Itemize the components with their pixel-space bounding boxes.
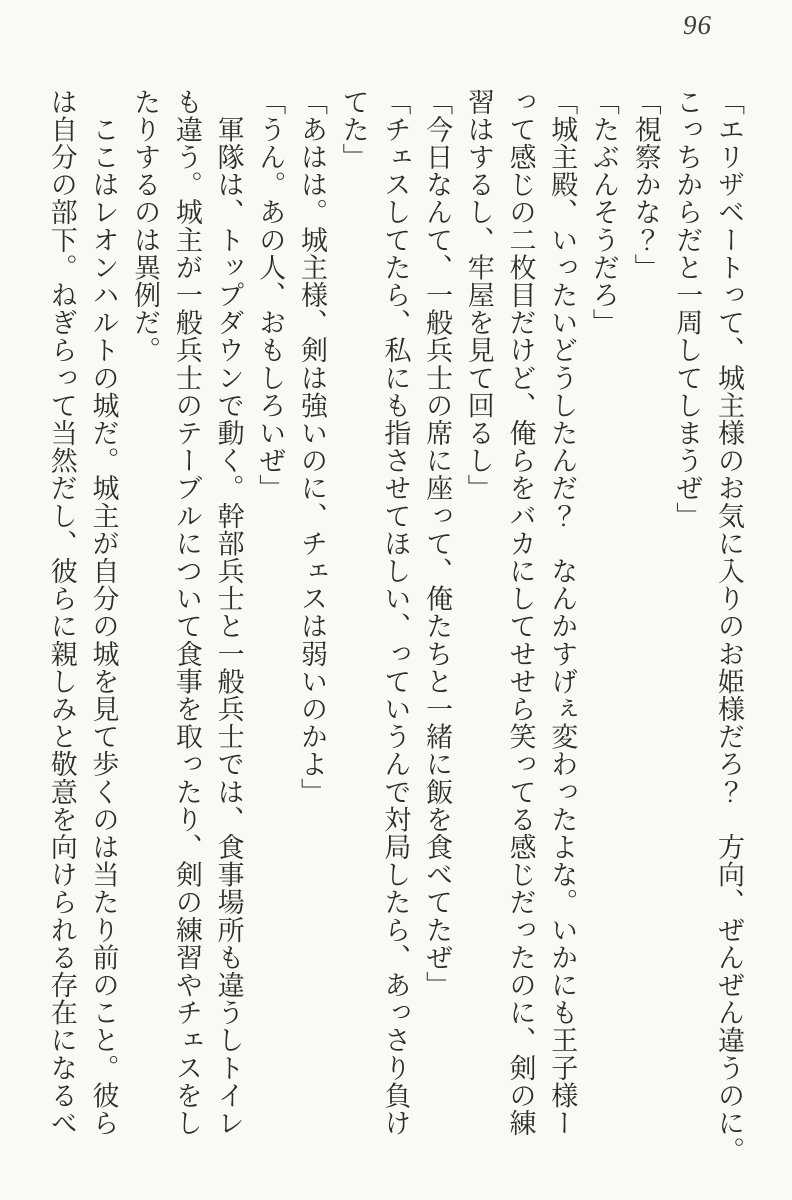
text-column: 「城主殿、いったいどうしたんだ？ なんかすげぇ変わったよな。いかにも王子様ー (547, 88, 578, 1137)
text-column: 「今日なんて、一般兵士の席に座って、俺たちと一緒に飯を食べてたぜ」 (422, 88, 453, 999)
text-column: 習はするし、牢屋を見て回るし」 (463, 88, 494, 502)
text-column: 「チェスしてたら、私にも指させてほしい、っていうんで対局したら、あっさり負け (380, 88, 411, 1137)
text-column: こっちからだと一周してしまうぜ」 (672, 88, 703, 530)
text-column: って感じの二枚目だけど、俺らをバカにしてせせら笑ってる感じだったのに、剣の練 (505, 88, 536, 1137)
text-column: 「あはは。城主様、剣は強いのに、チェスは弱いのかよ」 (296, 88, 327, 806)
text-block (40, 88, 749, 1183)
text-column: は自分の部下。ねぎらって当然だし、彼らに親しみと敬意を向けられる存在になるべ (46, 88, 77, 1137)
text-column: 軍隊は、トップダウンで動く。幹部兵士と一般兵士では、食事場所も違うしトイレ (213, 88, 244, 1137)
text-column: てた」 (338, 88, 369, 171)
text-column: 「視察かな？」 (630, 88, 661, 282)
text-column: たりするのは異例だ。 (130, 88, 161, 364)
text-column: 「うん。あの人、おもしろいぜ」 (255, 88, 286, 502)
page-number: 96 (683, 10, 712, 40)
text-column: ここはレオンハルトの城だ。城主が自分の城を見て歩くのは当たり前のこと。彼ら (88, 88, 119, 1137)
text-column: 「エリザベートって、城主様のお気に入りのお姫様だろ？ 方向、ぜんぜん違うのに。 (714, 88, 744, 1165)
text-column: も違う。城主が一般兵士のテーブルについて食事を取ったり、剣の練習やチェスをし (171, 88, 202, 1137)
text-column: 「たぶんそうだろ」 (588, 88, 619, 337)
